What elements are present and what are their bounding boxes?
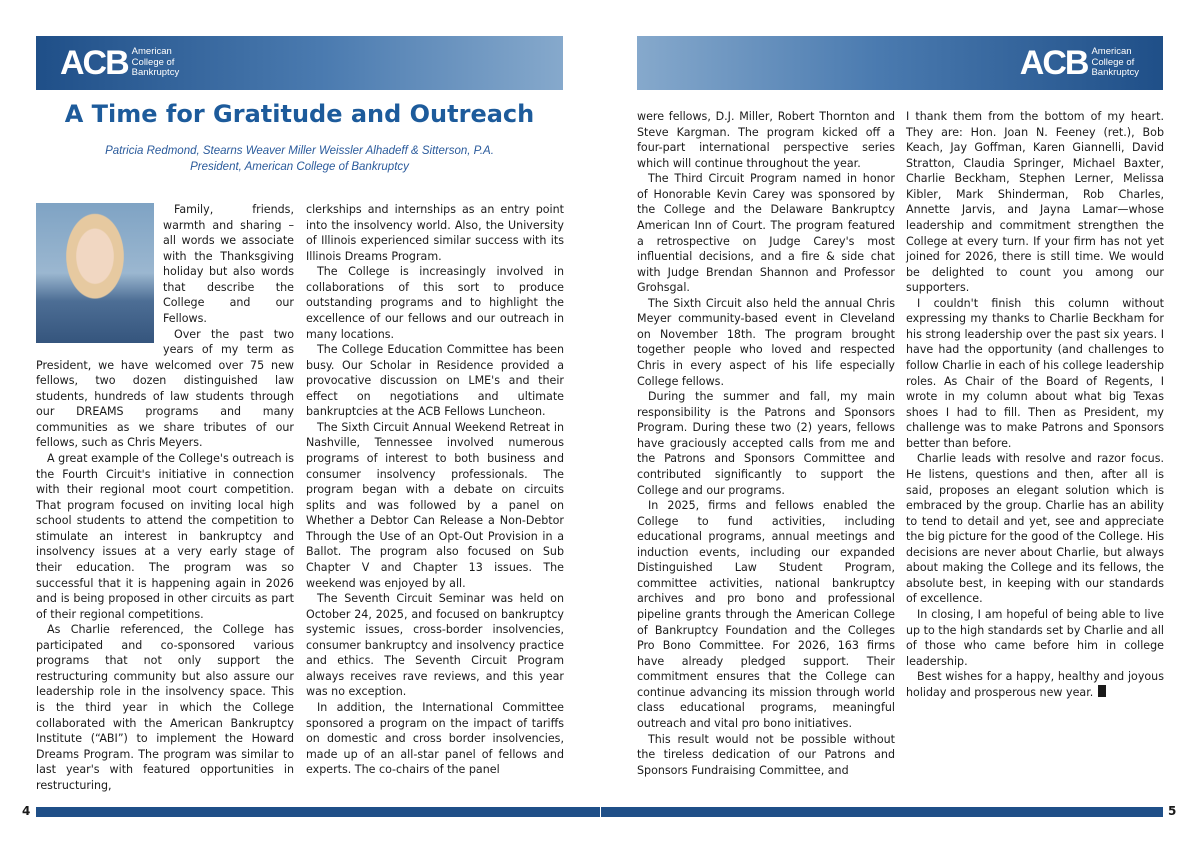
page-number-left: 4 [22, 804, 31, 818]
paragraph: The Seventh Circuit Seminar was held on October 24, 2025, and focused on bankruptcy systemic issues, cross-border insolvencies, consumer bankruptcy and insolvency practice and ethics. The Seventh Circuit Program always receives rave reviews, and this year was no exception. [306, 592, 564, 699]
closing-line: Best wishes for a happy, healthy and joyous holiday and prosperous new year. [906, 670, 1164, 699]
footer-bar-right [601, 807, 1163, 817]
paragraph: Family, friends, warmth and sharing – all words we associate with the Thanksgiving holiday but also words that describe the College and our Fellows. [163, 203, 294, 325]
paragraph: Charlie leads with resolve and razor focus. He listens, questions and then, after all is said, proposes an elegant solution which is embraced by the group. Charlie has an ability to tend to detail and yet, see and appreciate the big picture for the good of the College. His decisions are never about Charlie, but always about making the College and its fellows, the absolute best, in keeping with our standards of excellence. [906, 452, 1164, 606]
column-end-icon [1096, 685, 1108, 697]
article-title: A Time for Gratitude and Outreach [64, 100, 535, 128]
byline-author: Patricia Redmond, Stearns Weaver Miller Weissler Alhadeff & Sitterson, P.A. [105, 145, 494, 157]
footer-bar-left [36, 807, 600, 817]
paragraph: In 2025, firms and fellows enabled the College to fund activities, including educational programs, annual meetings and induction events, including our expanded Distinguished Law Student Program, committee activities, national bankruptcy archives and pro bono and professional pipeline grants through the American College of Bankruptcy Foundation and the Colleges Pro Bono Committee. For 2026, 163 firms have already pledged support. Their commitment ensures that the College can continue advancing its mission through world class educational programs, meaningful outreach and vital pro bono initiatives. [637, 499, 895, 730]
paragraph: The Sixth Circuit Annual Weekend Retreat in Nashville, Tennessee involved numerous programs of interest to both business and consumer insolvency professionals. The program began with a debate on circuits splits and was followed by a panel on Whether a Debtor Can Release a Non-Debtor Through the Use of an Opt-Out Provision in a Ballot. The program also focused on Sub Chapter V and Chapter 13 issues. The weekend was enjoyed by all. [306, 420, 564, 590]
paragraph: The College is increasingly involved in collaborations of this sort to produce outstanding programs and to highlight the excellence of our fellows and our outreach in many locations. [306, 265, 564, 341]
paragraph: were fellows, D.J. Miller, Robert Thornton and Steve Kargman. The program kicked off a four-part international perspective series which will continue throughout the year. [637, 110, 895, 170]
header-banner-left [36, 36, 563, 90]
column-3 [637, 109, 895, 778]
acb-logo [1020, 45, 1139, 81]
paragraph: During the summer and fall, my main responsibility is the Patrons and Sponsors Program. During these two (2) years, fellows have graciously accepted calls from me and the Patrons and Sponsors Committee and contributed significantly to support the College and our programs. [637, 390, 895, 497]
paragraph: This result would not be possible without the tireless dedication of our Patrons and Sponsors Fundraising Committee, and [637, 732, 895, 777]
paragraph: In addition, the International Committee sponsored a program on the impact of tariffs on domestic and cross border insolvencies, made up of an all-star panel of fellows and experts. The co-chairs of the panel [306, 701, 564, 777]
column-4 [906, 109, 1164, 700]
paragraph [906, 669, 1164, 700]
byline-role: President, American College of Bankruptcy [190, 160, 409, 173]
paragraph: Over the past two years of my term as President, we have welcomed over 75 new fellows, two dozen distinguished law students, hundreds of law students through our DREAMS programs and many communities as we share tributes of our fellows, such as Chris Meyers. [36, 327, 294, 450]
paragraph: As Charlie referenced, the College has participated and co-sponsored various programs that not only support the restructuring community but also assure our leadership role in the insolvency space. This is the third year in which the College collaborated with the American Bankruptcy Institute (“ABI”) to implement the Howard Dreams Program. The program was similar to last year's with featured opportunities in restructuring, [36, 623, 294, 792]
author-photo [36, 203, 154, 343]
paragraph: The Sixth Circuit also held the annual Chris Meyer community-based event in Cleveland on November 18th. The program brought together people who loved and respected Chris in every aspect of his life especially College fellows. [637, 296, 895, 388]
page-number-right: 5 [1168, 804, 1177, 818]
logo-mark: ACB [60, 44, 128, 82]
paragraph: clerkships and internships as an entry point into the insolvency world. Also, the University of Illinois experienced similar success with its Illinois Dreams Program. [306, 203, 564, 263]
column-1 [36, 202, 294, 793]
logo-text: American College of Bankruptcy [1091, 46, 1139, 79]
paragraph: In closing, I am hopeful of being able to live up to the high standards set by Charlie and all of those who came before him in college leadership. [906, 608, 1164, 668]
logo-mark: ACB [1019, 44, 1088, 82]
paragraph: The Third Circuit Program named in honor of Honorable Kevin Carey was sponsored by the College and the Delaware Bankruptcy American Inn of Court. The program featured a retrospective on Judge Carey's most influential decisions, and a fire & side chat with Judge Brendan Shannon and Professor Grohsgal. [637, 172, 895, 295]
column-2 [306, 202, 564, 778]
paragraph: The College Education Committee has been busy. Our Scholar in Residence provided a provocative discussion on LME's and their effect on negotiations and ultimate bankruptcies at the ACB Fellows Luncheon. [306, 343, 564, 419]
paragraph: A great example of the College's outreach is the Fourth Circuit's initiative in connection with their regional moot court competition. That program focused on inviting local high school students to attend the competition to stimulate an interest in bankruptcy and insolvency issues at a very early stage of their education. The program was so successful that it is happening again in 2026 and is being proposed in other circuits as part of their regional competitions. [36, 452, 294, 621]
byline [36, 144, 563, 175]
paragraph: I couldn't finish this column without expressing my thanks to Charlie Beckham for his strong leadership over the past six years. I have had the opportunity (and challenges to follow Charlie in each of his college leadership roles. As Chair of the Board of Regents, I wrote in my column about what big Texas shoes I had to fill. Then as President, my challenge was to make Patrons and Sponsors better than before. [906, 296, 1164, 450]
paragraph: I thank them from the bottom of my heart. They are: Hon. Joan N. Feeney (ret.), Bob Keach, Jay Goffman, Karen Giannelli, David Stratton, Claudia Springer, Michael Baxter, Charlie Beckham, Stephen Lerner, Melissa Kibler, Mark Shinderman, Rob Charles, Annette Jarvis, and Jayna Lamar—whose leadership and commitment strengthen the College at every turn. If your firm has not yet joined for 2026, there is still time. We would be delighted to count you among our supporters. [906, 110, 1164, 295]
acb-logo [60, 45, 179, 81]
header-banner-right [637, 36, 1163, 90]
logo-text: American College of Bankruptcy [131, 46, 180, 79]
